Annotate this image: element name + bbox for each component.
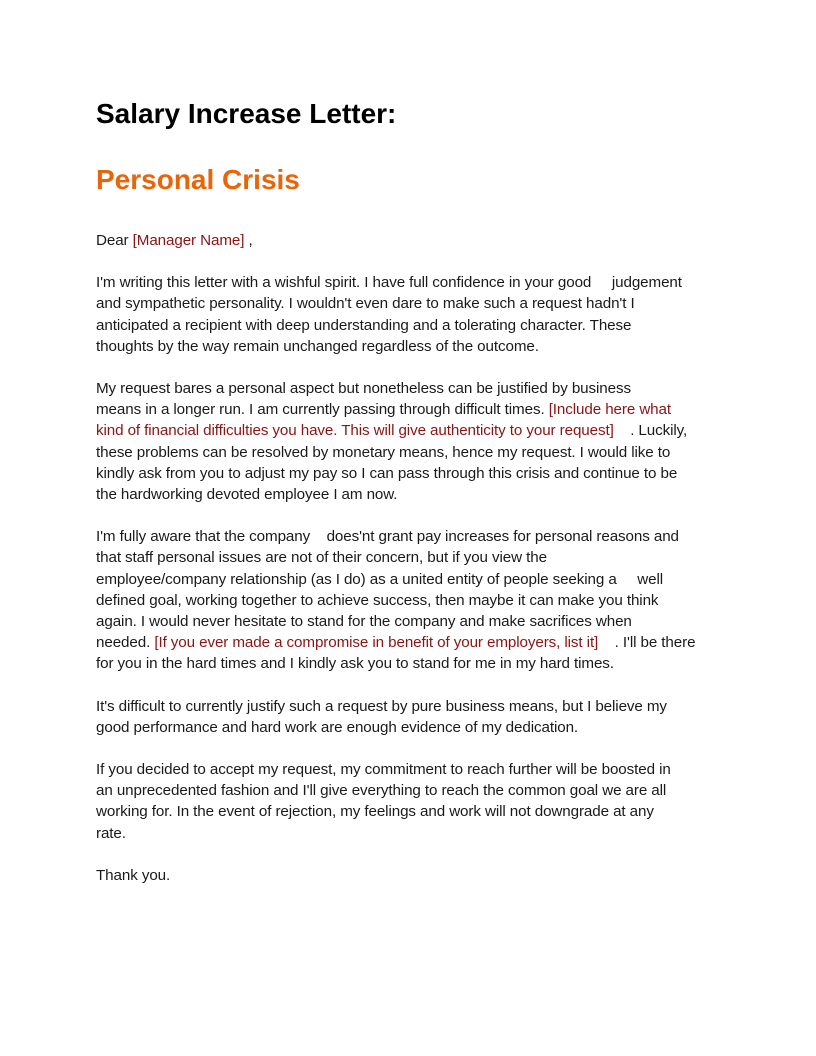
- paragraph-line: anticipated a recipient with deep understanding and a tolerating character. These: [96, 316, 632, 334]
- paragraph-3: [96, 526, 720, 674]
- paragraph-line: an unprecedented fashion and I'll give everything to reach the common goal we are all: [96, 782, 667, 800]
- paragraph-line: [96, 399, 720, 420]
- paragraph-line: rate.: [96, 824, 126, 842]
- letter-page: [96, 96, 720, 886]
- compromise-placeholder: [If you ever made a compromise in benefit of your employers, list it]: [154, 634, 599, 652]
- paragraph-5: [96, 759, 720, 844]
- paragraph-line: kindly ask from you to adjust my pay so I can pass through this crisis and continue to be: [96, 464, 678, 482]
- paragraph-line: and sympathetic personality. I wouldn't even dare to make such a request hadn't I: [96, 295, 635, 313]
- line-text: . Luckily,: [613, 422, 688, 440]
- paragraph-line: for you in the hard times and I kindly ask you to stand for me in my hard times.: [96, 655, 614, 673]
- paragraph-line: these problems can be resolved by monetary means, hence my request. I would like to: [96, 443, 671, 461]
- paragraph-line: I'm writing this letter with a wishful spirit. I have full confidence in your good judgement: [96, 274, 682, 292]
- financial-difficulties-placeholder-cont: kind of financial difficulties you have. This will give authenticity to your request]: [96, 422, 614, 440]
- paragraph-2: [96, 378, 720, 505]
- closing: Thank you.: [96, 866, 171, 884]
- salutation-suffix: ,: [244, 232, 253, 249]
- paragraph-line: good performance and hard work are enough evidence of my dedication.: [96, 718, 579, 736]
- paragraph-line: [96, 632, 720, 653]
- paragraph-line: defined goal, working together to achieve success, then maybe it can make you think: [96, 591, 659, 609]
- line-text: needed.: [96, 634, 155, 652]
- salutation: [96, 230, 720, 251]
- line-text: means in a longer run. I am currently passing through difficult times.: [96, 401, 549, 419]
- paragraph-line: that staff personal issues are not of their concern, but if you view the: [96, 549, 547, 567]
- letter-title: Salary Increase Letter:: [96, 98, 397, 129]
- paragraph-4: [96, 696, 720, 738]
- paragraph-line: thoughts by the way remain unchanged regardless of the outcome.: [96, 337, 539, 355]
- paragraph-line: If you decided to accept my request, my commitment to reach further will be boosted in: [96, 761, 671, 779]
- letter-subtitle: Personal Crisis: [96, 164, 300, 195]
- manager-name-placeholder: [Manager Name]: [132, 232, 245, 249]
- paragraph-line: [96, 420, 720, 441]
- paragraph-line: It's difficult to currently justify such a request by pure business means, but I believe my: [96, 697, 667, 715]
- financial-difficulties-placeholder: [Include here what: [548, 401, 671, 419]
- salutation-prefix: Dear: [96, 232, 129, 249]
- paragraph-line: I'm fully aware that the company does'nt grant pay increases for personal reasons and: [96, 528, 679, 546]
- paragraph-line: the hardworking devoted employee I am now.: [96, 486, 398, 504]
- paragraph-line: again. I would never hesitate to stand for the company and make sacrifices when: [96, 613, 632, 631]
- paragraph-1: [96, 272, 720, 357]
- paragraph-line: working for. In the event of rejection, my feelings and work will not downgrade at any: [96, 803, 654, 821]
- line-text: . I'll be there: [598, 634, 696, 652]
- paragraph-line: My request bares a personal aspect but nonetheless can be justified by business: [96, 380, 631, 398]
- paragraph-line: employee/company relationship (as I do) as a united entity of people seeking a well: [96, 570, 664, 588]
